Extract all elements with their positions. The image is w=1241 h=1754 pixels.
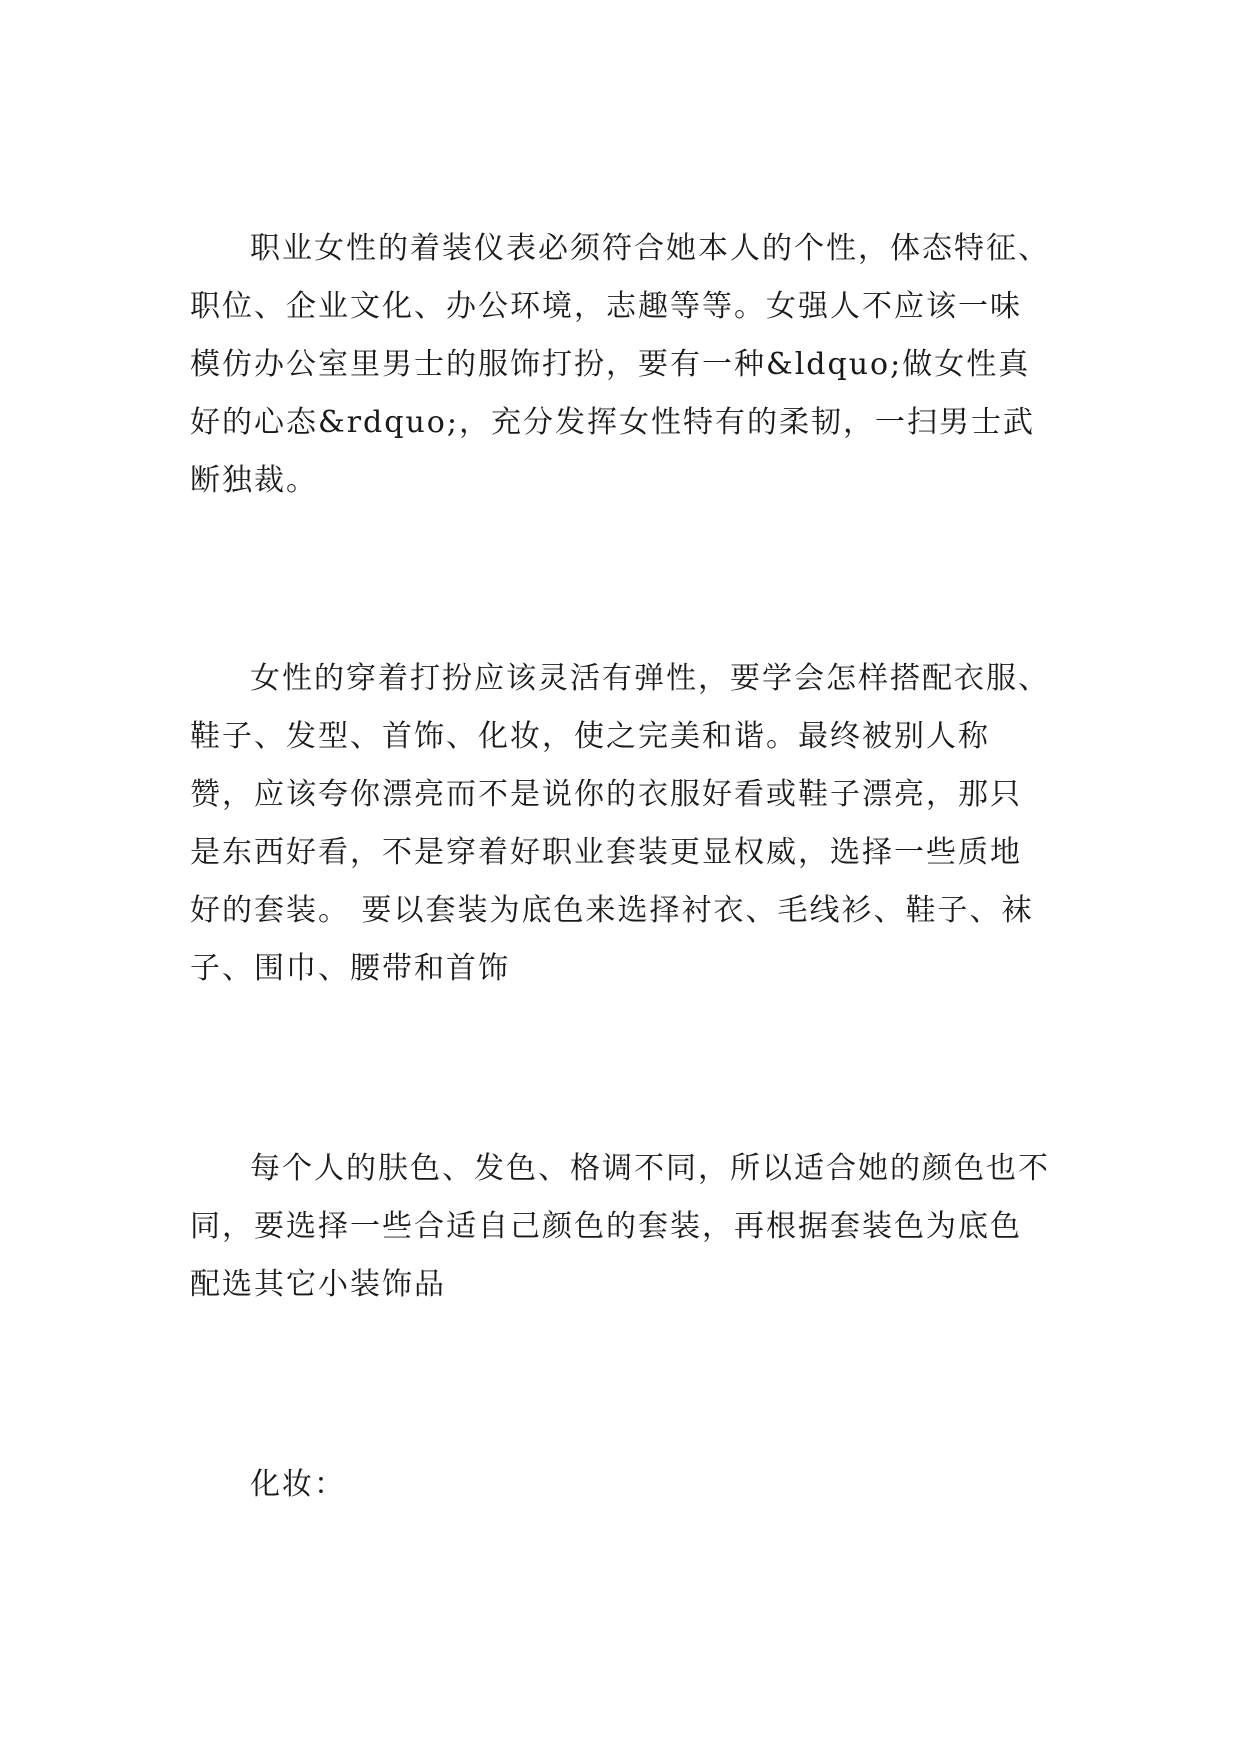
- document-body: [190, 220, 1050, 1514]
- paragraph-makeup-heading: 化妆：: [250, 1467, 346, 1502]
- paragraph-color-selection: 每个人的肤色、发色、格调不同，所以适合她的颜色也不同，要选择一些合适自己颜色的套装，再根据套装色为底色配选其它小装饰品: [190, 1151, 1050, 1302]
- paragraph-workwear-personality: 职业女性的着装仪表必须符合她本人的个性，体态特征、职位、企业文化、办公环境，志趣等等。女强人不应该一味模仿办公室里男士的服饰打扮，要有一种&ldquo;做女性真好的心态&rdquo;，充分发挥女性特有的柔韧，一扫男士武断独裁。: [190, 231, 1050, 498]
- paragraph-flexible-dressing: 女性的穿着打扮应该灵活有弹性，要学会怎样搭配衣服、鞋子、发型、首饰、化妆，使之完美和谐。最终被别人称赞，应该夸你漂亮而不是说你的衣服好看或鞋子漂亮，那只是东西好看，不是穿着好职业套装更显权威，选择一些质地好的套装。 要以套装为底色来选择衬衣、毛线衫、鞋子、袜子、围巾、腰带和首饰: [190, 661, 1050, 986]
